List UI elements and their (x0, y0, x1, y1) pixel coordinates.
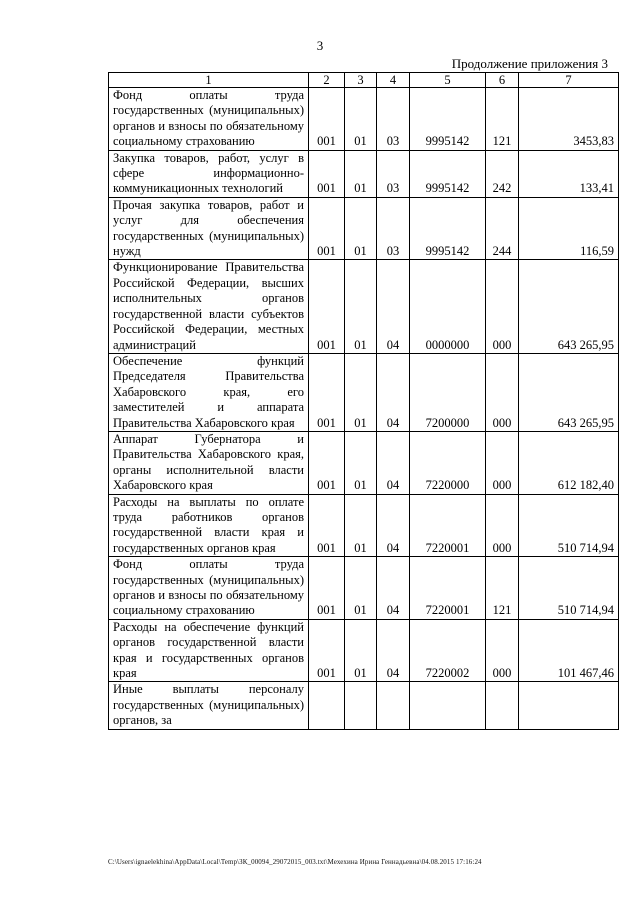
amount: 510 714,94 (519, 557, 619, 620)
target-article-code: 0000000 (410, 260, 486, 353)
section-code: 01 (345, 619, 377, 682)
appendix-continuation-label: Продолжение приложения 3 (451, 56, 608, 71)
table-row (109, 431, 619, 494)
department-code: 001 (309, 150, 345, 197)
department-code: 001 (309, 431, 345, 494)
target-article-code: 9995142 (410, 197, 486, 260)
subsection-code: 04 (377, 619, 410, 682)
header-cell: 3 (345, 73, 377, 88)
expense-type-code: 000 (486, 619, 519, 682)
header-cell: 7 (519, 73, 619, 88)
table-row (109, 197, 619, 260)
table-row (109, 353, 619, 431)
department-code: 001 (309, 353, 345, 431)
amount: 510 714,94 (519, 494, 619, 557)
target-article-code: 7220001 (410, 557, 486, 620)
subsection-code: 04 (377, 260, 410, 353)
expense-type-code: 121 (486, 88, 519, 151)
page-number: 3 (316, 38, 324, 53)
table-row (109, 150, 619, 197)
section-code (345, 682, 377, 729)
table-row (109, 494, 619, 557)
target-article-code: 7200000 (410, 353, 486, 431)
expense-name: Фонд оплаты труда государственных (муниципальных) органов и взносы по обязательному социальному страхованию (109, 88, 309, 151)
amount: 116,59 (519, 197, 619, 260)
department-code: 001 (309, 619, 345, 682)
target-article-code (410, 682, 486, 729)
expense-type-code: 000 (486, 494, 519, 557)
expense-name: Расходы на обеспечение функций органов государственной власти края и государственных органов края (109, 619, 309, 682)
expense-type-code: 000 (486, 353, 519, 431)
header-cell: 4 (377, 73, 410, 88)
section-code: 01 (345, 88, 377, 151)
expense-type-code: 000 (486, 260, 519, 353)
expense-type-code: 244 (486, 197, 519, 260)
header-cell: 2 (309, 73, 345, 88)
target-article-code: 9995142 (410, 88, 486, 151)
subsection-code: 04 (377, 494, 410, 557)
footer-file-path: C:\Users\ignaelekhina\AppData\Local\Temp\ЗК_00094_29072015_003.txt\Мехехина Ирина Геннадьевна\04.08.2015 17:16:24 (108, 858, 482, 866)
section-code: 01 (345, 260, 377, 353)
section-code: 01 (345, 353, 377, 431)
section-code: 01 (345, 197, 377, 260)
expense-type-code: 242 (486, 150, 519, 197)
department-code: 001 (309, 260, 345, 353)
department-code: 001 (309, 197, 345, 260)
expense-name: Аппарат Губернатора и Правительства Хабаровского края, органы исполнительной власти Хабаровского края (109, 431, 309, 494)
subsection-code: 03 (377, 150, 410, 197)
subsection-code: 03 (377, 88, 410, 151)
header-cell: 5 (410, 73, 486, 88)
amount: 133,41 (519, 150, 619, 197)
target-article-code: 7220002 (410, 619, 486, 682)
expense-type-code: 000 (486, 431, 519, 494)
subsection-code: 03 (377, 197, 410, 260)
amount: 101 467,46 (519, 619, 619, 682)
amount: 643 265,95 (519, 353, 619, 431)
expense-name: Иные выплаты персоналу государственных (муниципальных) органов, за (109, 682, 309, 729)
expense-type-code (486, 682, 519, 729)
department-code: 001 (309, 557, 345, 620)
department-code: 001 (309, 88, 345, 151)
amount: 643 265,95 (519, 260, 619, 353)
subsection-code: 04 (377, 353, 410, 431)
target-article-code: 9995142 (410, 150, 486, 197)
subsection-code (377, 682, 410, 729)
expense-type-code: 121 (486, 557, 519, 620)
department-code (309, 682, 345, 729)
budget-table (108, 72, 619, 730)
table-row (109, 88, 619, 151)
header-row (109, 73, 619, 88)
amount (519, 682, 619, 729)
target-article-code: 7220000 (410, 431, 486, 494)
expense-name: Обеспечение функций Председателя Правительства Хабаровского края, его заместителей и аппарата Правительства Хабаровского края (109, 353, 309, 431)
header-cell: 1 (109, 73, 309, 88)
section-code: 01 (345, 557, 377, 620)
section-code: 01 (345, 494, 377, 557)
expense-name: Закупка товаров, работ, услуг в сфере информационно-коммуникационных технологий (109, 150, 309, 197)
section-code: 01 (345, 150, 377, 197)
target-article-code: 7220001 (410, 494, 486, 557)
expense-name: Прочая закупка товаров, работ и услуг для обеспечения государственных (муниципальных) нужд (109, 197, 309, 260)
table-row (109, 260, 619, 353)
table-row (109, 682, 619, 729)
header-cell: 6 (486, 73, 519, 88)
table-row (109, 557, 619, 620)
expense-name: Фонд оплаты труда государственных (муниципальных) органов и взносы по обязательному социальному страхованию (109, 557, 309, 620)
amount: 612 182,40 (519, 431, 619, 494)
expense-name: Расходы на выплаты по оплате труда работников органов государственной власти края и государственных органов края (109, 494, 309, 557)
department-code: 001 (309, 494, 345, 557)
table-row (109, 619, 619, 682)
amount: 3453,83 (519, 88, 619, 151)
section-code: 01 (345, 431, 377, 494)
subsection-code: 04 (377, 431, 410, 494)
expense-name: Функционирование Правительства Российской Федерации, высших исполнительных органов государственной власти субъектов Российской Федерации, местных администраций (109, 260, 309, 353)
subsection-code: 04 (377, 557, 410, 620)
